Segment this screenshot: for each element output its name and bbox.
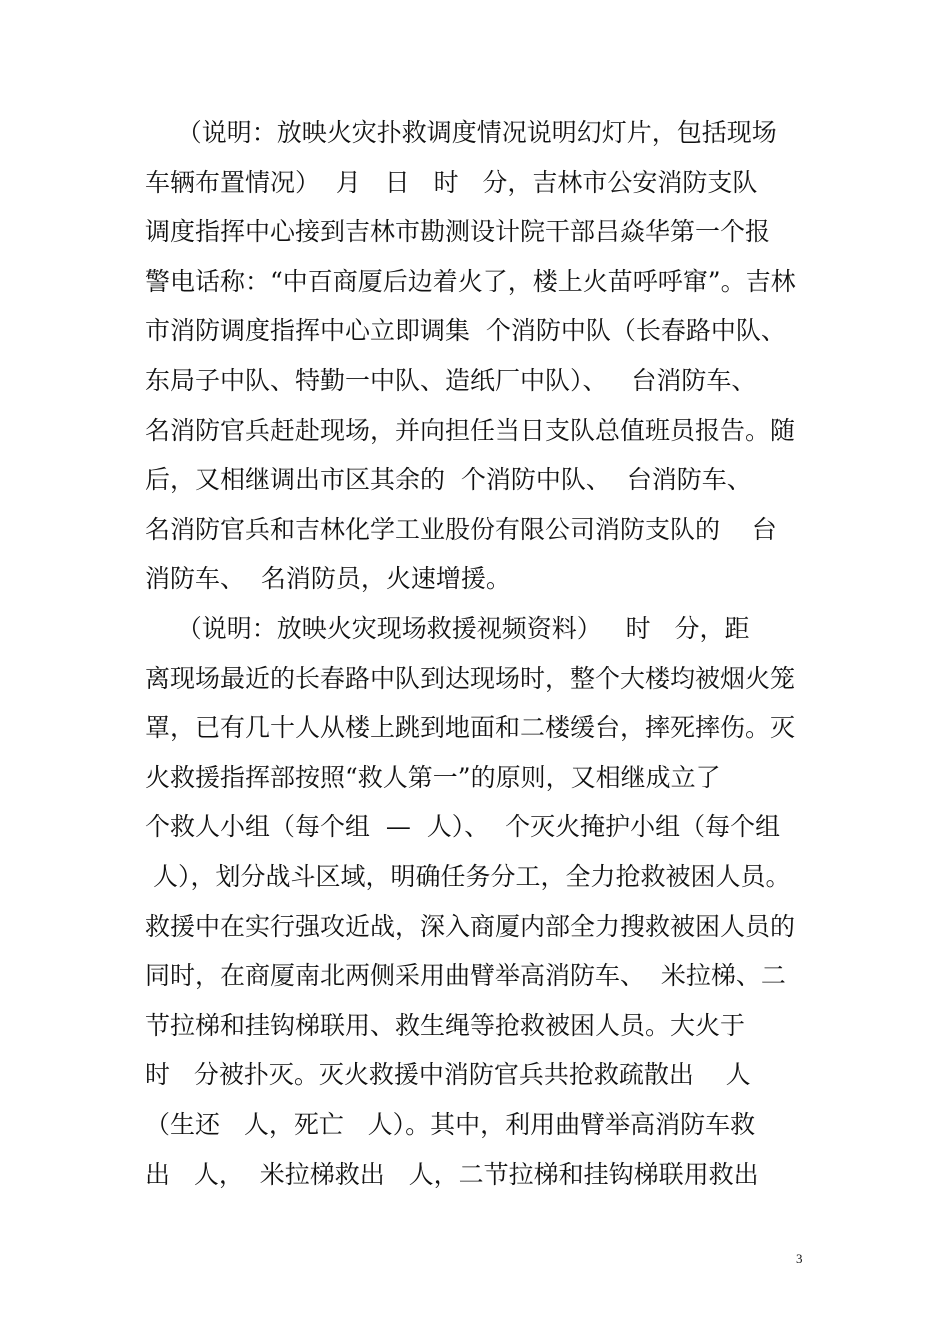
- text-line: 火救援指挥部按照“救人第一”的原则，又相继成立了: [145, 762, 721, 792]
- text-line: 罩，已有几十人从楼上跳到地面和二楼缓台，摔死摔伤。灭: [145, 713, 796, 743]
- page-number: 3: [796, 1251, 803, 1266]
- text-line: 同时，在商厦南北两侧采用曲臂举高消防车、 米拉梯、二: [145, 961, 786, 991]
- text-line: 离现场最近的长春路中队到达现场时，整个大楼均被烟火笼: [145, 663, 796, 693]
- text-line: 节拉梯和挂钩梯联用、救生绳等抢救被困人员。大火于: [145, 1010, 746, 1040]
- text-line: 名消防官兵赶赴现场，并向担任当日支队总值班员报告。随: [145, 415, 796, 445]
- text-line: （生还 人，死亡 人）。其中，利用曲臂举高消防车救: [145, 1110, 756, 1139]
- text-line: 后，又相继调出市区其余的 个消防中队、 台消防车、: [145, 465, 752, 495]
- text-line: 救援中在实行强攻近战，深入商厦内部全力搜救被困人员的: [145, 911, 796, 941]
- text-line: 消防车、 名消防员，火速增援。: [145, 564, 511, 594]
- text-line: 出 人， 米拉梯救出 人，二节拉梯和挂钩梯联用救出: [145, 1159, 759, 1189]
- text-line: 市消防调度指挥中心立即调集 个消防中队（长春路中队、: [145, 316, 786, 346]
- text-line: 车辆布置情况） 月 日 时 分，吉林市公安消防支队: [145, 167, 758, 197]
- text-line: 名消防官兵和吉林化学工业股份有限公司消防支队的 台: [145, 514, 777, 544]
- text-line: （说明：放映火灾扑救调度情况说明幻灯片，包括现场: [145, 118, 777, 147]
- text-line: （说明：放映火灾现场救援视频资料） 时 分，距: [145, 614, 750, 643]
- text-line: 东局子中队、特勤一中队、造纸厂中队）、 台消防车、: [145, 366, 757, 395]
- text-line: 警电话称：“中百商厦后边着火了，楼上火苗呼呼窜”。吉林: [145, 266, 796, 296]
- text-line: 调度指挥中心接到吉林市勘测设计院干部吕焱华第一个报: [145, 217, 771, 247]
- text-line: 个救人小组（每个组 — 人）、 个灭火掩护小组（每个组: [145, 812, 781, 842]
- text-line: 人），划分战斗区域，明确任务分工，全力抢救被困人员。: [145, 862, 791, 891]
- text-line: 时 分被扑灭。灭火救援中消防官兵共抢救疏散出 人: [145, 1060, 751, 1090]
